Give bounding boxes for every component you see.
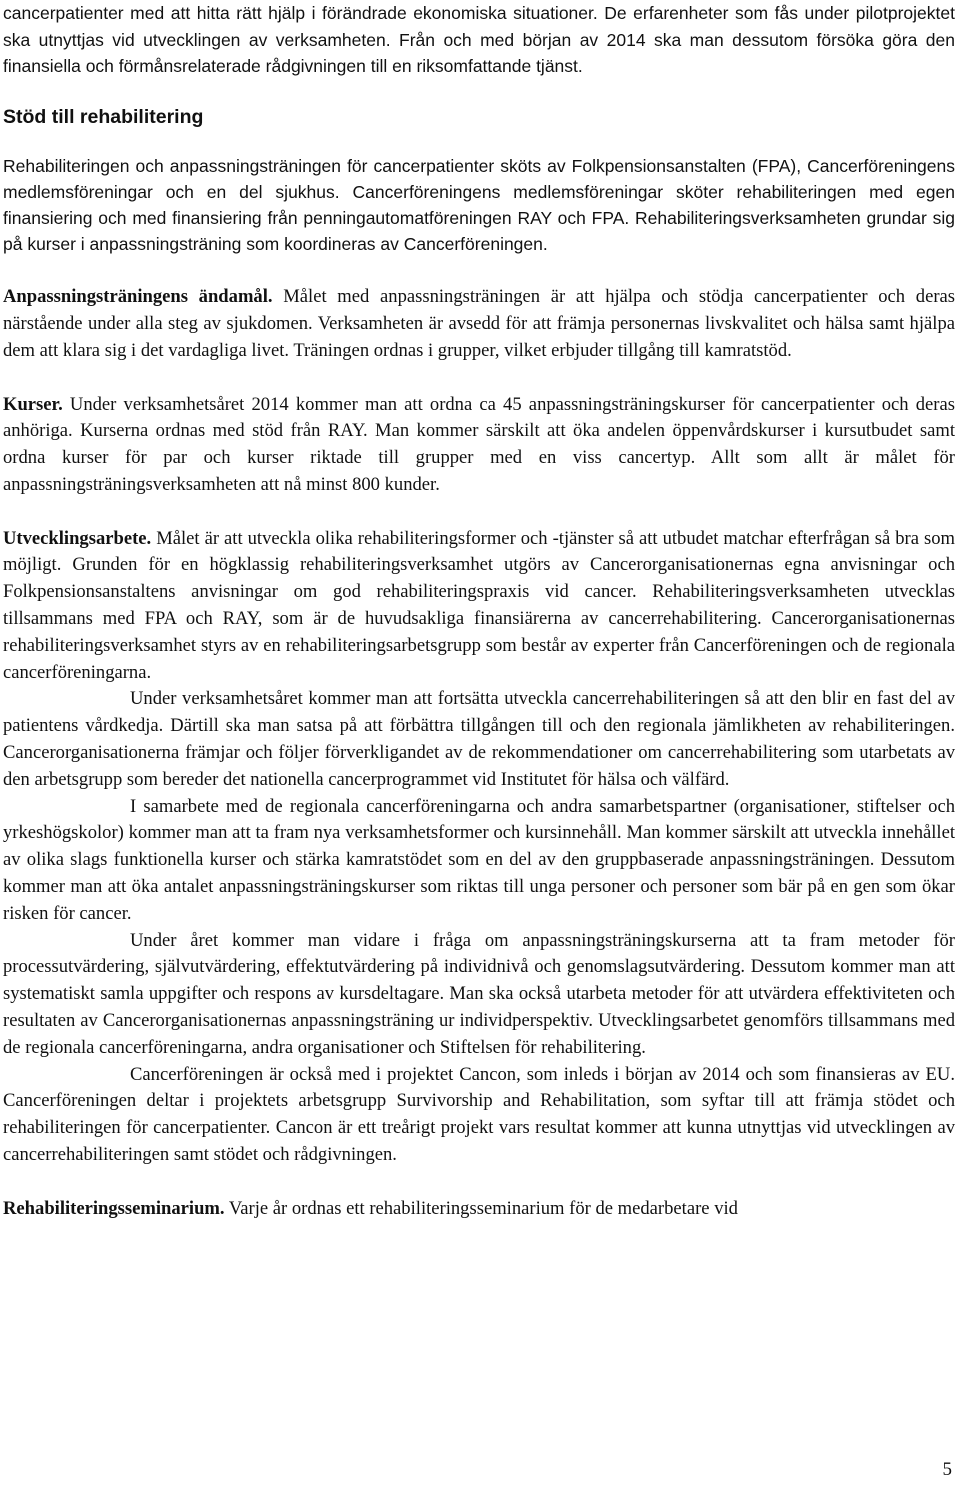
development-paragraph-5: Cancerföreningen är också med i projektet Cancon, som inleds i början av 2014 och som finansieras av EU. Cancerföreningen deltar i projektets arbetsgrupp Survivorship and Rehabilitation, som syftar till att främja stödet och rehabiliteringen för cancerpatienter. Cancon är ett treårigt projekt vars resultat kommer att kunna utnyttjas vid utvecklingen av cancerrehabiliteringen samt stödet och rådgivningen. bbox=[3, 1063, 955, 1165]
courses-paragraph bbox=[3, 392, 955, 499]
document-page bbox=[3, 0, 955, 1222]
purpose-text: Målet med anpassningsträningen är att hjälpa och stödja cancerpatienter och deras närstående under alla steg av sjukdomen. Verksamheten är avsedd för att främja personernas livskvalitet och hälsa samt hjälpa dem att klara sig i det vardagliga livet. Träningen ordnas i grupper, vilket erbjuder tillgång till kamratstöd. bbox=[3, 286, 955, 362]
seminar-text: Varje år ordnas ett rehabiliteringsseminarium för de medarbetare vid bbox=[224, 1197, 738, 1219]
seminar-lead: Rehabiliteringsseminarium. bbox=[3, 1197, 225, 1219]
seminar-paragraph bbox=[3, 1196, 955, 1223]
development-paragraph-2: Under verksamhetsåret kommer man att fortsätta utveckla cancerrehabiliteringen så att den blir en fast del av patientens vårdkedja. Därtill ska man satsa på att förbättra tillgången till och den regionala jämlikheten av rehabiliteringen. Cancerorganisationerna främjar och följer förverkligandet av de rekommendationer om cancerrehabilitering som utarbetats av den arbetsgrupp som bereder det nationella cancerprogrammet vid Institutet för hälsa och välfärd. bbox=[3, 688, 955, 790]
development-paragraph-4: Under året kommer man vidare i fråga om anpassningsträningskurserna att ta fram metoder för processutvärdering, självutvärdering, effektutvärdering på individnivå och genomslagsutvärdering. Dessutom kommer man att systematiskt samla uppgifter och respons av kursdeltagare. Man ska också utarbeta metoder för att utvärdera effektiviteten och resultaten av Cancerorganisationernas anpassningsträning ur individperspektiv. Utvecklingsarbetet genomförs tillsammans med de regionala cancerföreningarna, andra organisationer och Stiftelsen för rehabilitering. bbox=[3, 929, 955, 1058]
courses-text: Under verksamhetsåret 2014 kommer man att ordna ca 45 anpassningsträningskurser för cancerpatienter och deras anhöriga. Kurserna ordnas med stöd från RAY. Man kommer särskilt att öka andelen öppenvårdskurser i kursutbudet samt ordna kurser för par och kurser riktade till grupper med en viss cancertyp. Allt som allt är målet för anpassningsträningsverksamheten att nå minst 800 kunder. bbox=[3, 393, 955, 496]
intro-paragraph: cancerpatienter med att hitta rätt hjälp i förändrade ekonomiska situationer. De erfarenheter som fås under pilotprojektet ska utnyttjas vid utvecklingen av verksamheten. Från och med början av 2014 ska man dessutom försöka göra den finansiella och förmånsrelaterade rådgivningen till en riksomfattande tjänst. bbox=[3, 3, 955, 76]
purpose-lead: Anpassningsträningens ändamål. bbox=[3, 286, 273, 308]
courses-lead: Kurser. bbox=[3, 393, 63, 415]
development-lead: Utvecklingsarbete. bbox=[3, 527, 152, 549]
development-paragraph bbox=[3, 526, 955, 687]
purpose-paragraph bbox=[3, 284, 955, 364]
page-number: 5 bbox=[942, 1459, 952, 1480]
section-heading: Stöd till rehabilitering bbox=[3, 105, 204, 128]
development-paragraph-3: I samarbete med de regionala cancerföreningarna och andra samarbetspartner (organisationer, stiftelser och yrkeshögskolor) kommer man att ta fram nya verksamhetsformer och kursinnehåll. Man kommer särskilt att utveckla innehållet av olika slags funktionella kurser och stärka kamratstödet som en del av den gruppbaserade anpassningsträningen. Dessutom kommer man att öka antalet anpassningsträningskurser som riktas till unga personer och personer som bär på en gen som ökar risken för cancer. bbox=[3, 795, 955, 924]
development-text: Målet är att utveckla olika rehabiliteringsformer och -tjänster så att utbudet matchar efterfrågan så bra som möjligt. Grunden för en högklassig rehabiliteringsverksamhet utgörs av Cancerorganisationernas egna anvisningar och Folkpensionsanstaltens anvisningar om god rehabiliteringspraxis vid cancer. Rehabiliteringsverksamheten utvecklas tillsammans med FPA och RAY, som är de huvudsakliga finansiärerna av cancerrehabilitering. Cancerorganisationernas rehabiliteringsverksamhet styrs av en rehabiliteringsarbetsgrupp som består av experter från Cancerföreningen och de regionala cancerföreningarna. bbox=[3, 527, 955, 683]
rehab-paragraph: Rehabiliteringen och anpassningsträningen för cancerpatienter sköts av Folkpensionsanstalten (FPA), Cancerföreningens medlemsföreningar och en del sjukhus. Cancerföreningens medlemsföreningar sköter rehabiliteringen med egen finansiering och med finansiering från penningautomatföreningen RAY och FPA. Rehabiliteringsverksamheten grundar sig på kurser i anpassningsträning som koordineras av Cancerföreningen. bbox=[3, 155, 955, 255]
